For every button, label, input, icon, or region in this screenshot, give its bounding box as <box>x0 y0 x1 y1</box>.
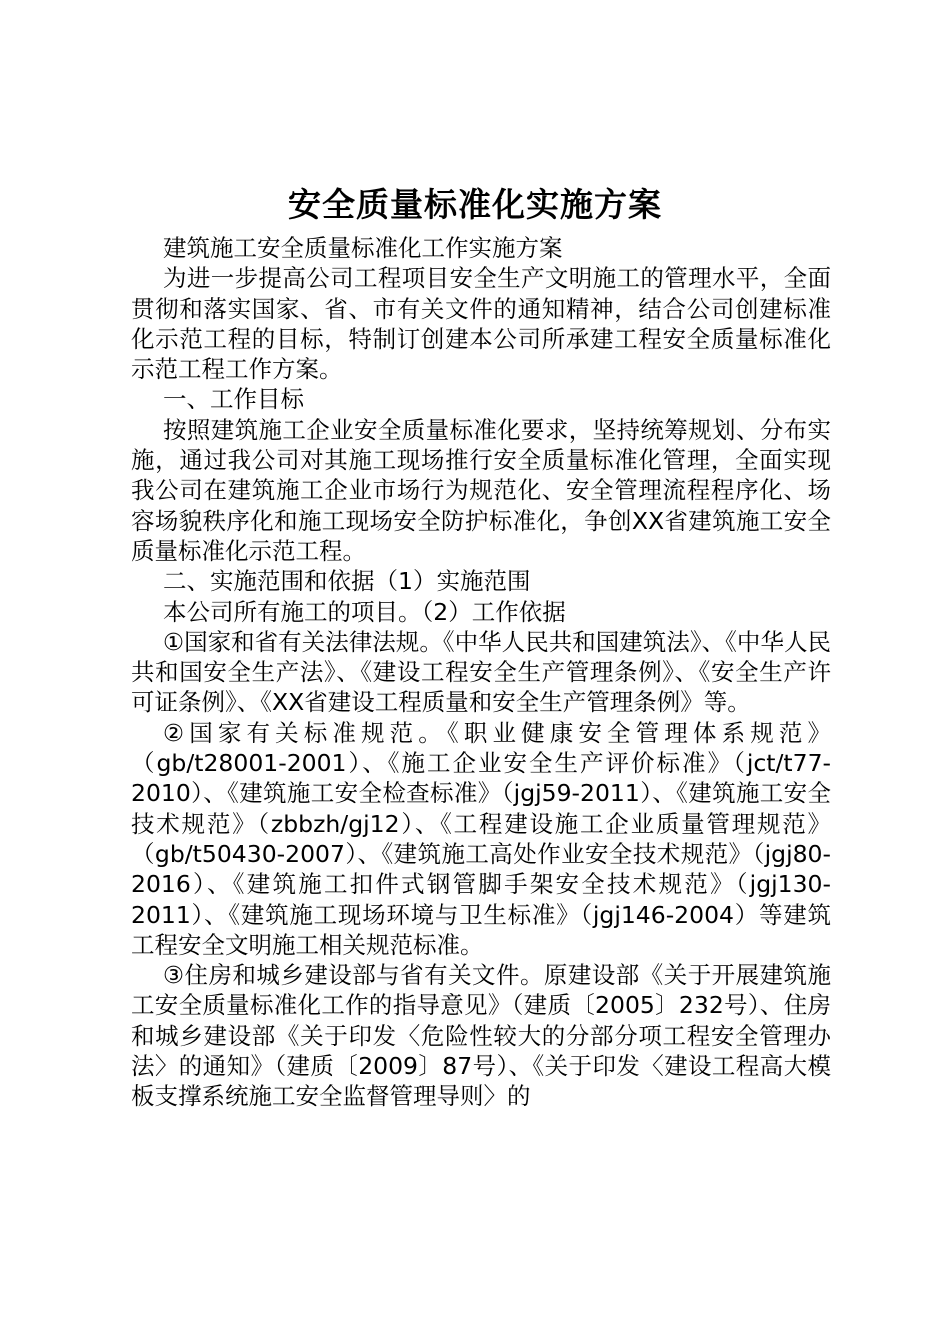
paragraph-intro: 为进一步提高公司工程项目安全生产文明施工的管理水平，全面贯彻和落实国家、省、市有关文件的通知精神，结合公司创建标准化示范工程的目标，特制订创建本公司所承建工程安全质量标准化示范工程工作方案。 <box>131 264 831 384</box>
document-title: 安全质量标准化实施方案 <box>288 185 662 224</box>
paragraph-scope: 本公司所有施工的项目。（2）工作依据 <box>163 597 566 626</box>
paragraph-goals: 按照建筑施工企业安全质量标准化要求，坚持统筹规划、分布实施，通过我公司对其施工现场推行安全质量标准化管理，全面实现我公司在建筑施工企业市场行为规范化、安全管理流程程序化、场容场貌秩序化和施工现场安全防护标准化，争创XX省建筑施工安全质量标准化示范工程。 <box>131 415 831 565</box>
document-body <box>131 233 831 1112</box>
paragraph-subtitle: 建筑施工安全质量标准化工作实施方案 <box>163 234 563 262</box>
section-heading-scope: 二、实施范围和依据（1）实施范围 <box>163 567 531 596</box>
section-heading-goals: 一、工作目标 <box>163 385 304 414</box>
paragraph-standards: ②国家有关标准规范。《职业健康安全管理体系规范》（gb/t28001-2001）、《施工企业安全生产评价标准》（jct/t77-2010）、《建筑施工安全检查标准》（jgj59-2011）、《建筑施工安全技术规范》（zbbzh/gj12）、《工程建设施工企业质量管理规范》（gb/t50430-2007）、《建筑施工高处作业安全技术规范》（jgj80-2016）、《建筑施工扣件式钢管脚手架安全技术规范》（jgj130-2011）、《建筑施工现场环境与卫生标准》（jgj146-2004）等建筑工程安全文明施工相关规范标准。 <box>131 718 831 959</box>
paragraph-laws: ①国家和省有关法律法规。《中华人民共和国建筑法》、《中华人民共和国安全生产法》、《建设工程安全生产管理条例》、《安全生产许可证条例》、《XX省建设工程质量和安全生产管理条例》等。 <box>131 627 831 717</box>
paragraph-documents: ③住房和城乡建设部与省有关文件。原建设部《关于开展建筑施工安全质量标准化工作的指导意见》（建质〔2005〕232号）、住房和城乡建设部《关于印发〈危险性较大的分部分项工程安全管理办法〉的通知》（建质〔2009〕87号）、《关于印发〈建设工程高大模板支撑系统施工安全监督管理导则〉的 <box>131 961 831 1111</box>
